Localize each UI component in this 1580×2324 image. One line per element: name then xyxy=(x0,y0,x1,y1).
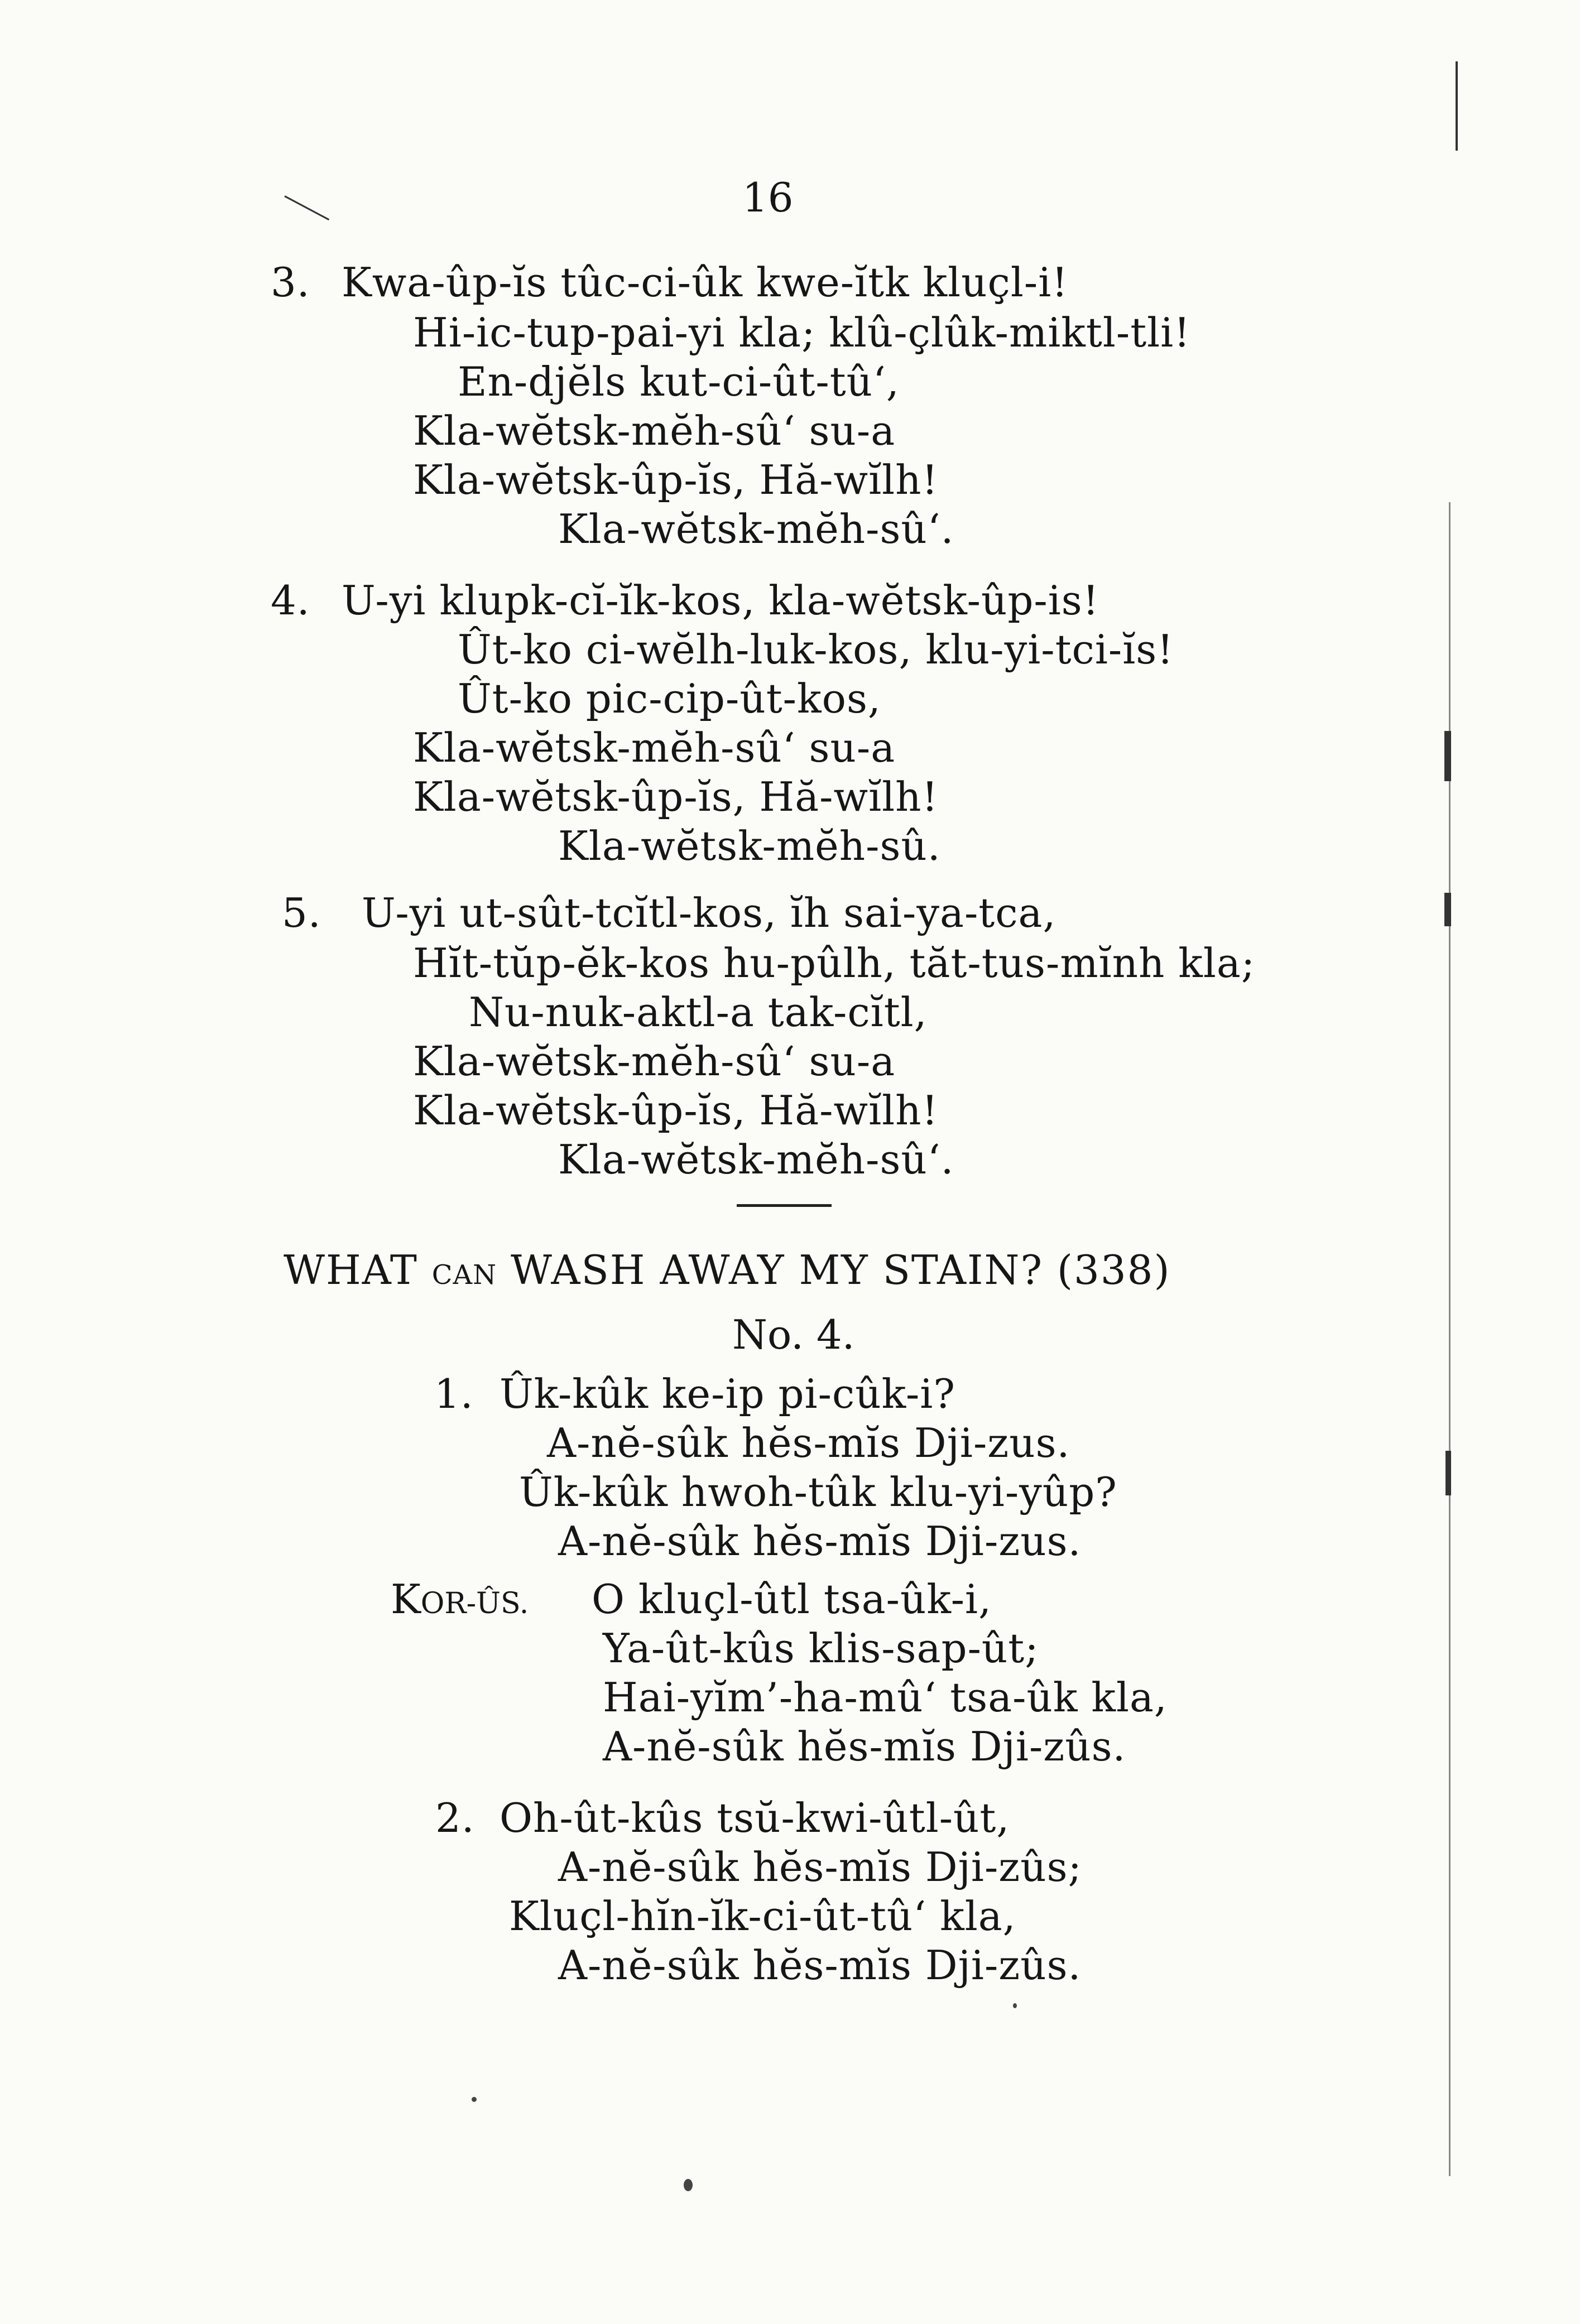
scan-edge-mark xyxy=(1445,1451,1451,1495)
chorus-line: Hai-yĭm’-ha-mû‘ tsa-ûk kla, xyxy=(603,1674,1168,1721)
ink-speck xyxy=(684,2179,693,2191)
chorus-label: KOR-ÛS. xyxy=(391,1576,529,1623)
verse-number: 2. xyxy=(435,1794,475,1841)
verse-line: Kla-wĕtsk-mĕh-sû‘. xyxy=(558,1136,954,1183)
verse-line: Kla-wĕtsk-mĕh-sû‘. xyxy=(558,506,954,552)
verse-line: Hi-ic-tup-pai-yi kla; klû-çlûk-miktl-tli! xyxy=(413,309,1191,356)
verse-number: 3. xyxy=(271,259,310,306)
verse-line: Hĭt-tŭp-ĕk-kos hu-pûlh, tăt-tus-mĭnh kla; xyxy=(413,940,1256,987)
verse-line: Nu-nuk-aktl-a tak-cĭtl, xyxy=(469,989,928,1036)
page-number: 16 xyxy=(742,174,794,221)
chorus-line: O kluçl-ûtl tsa-ûk-i, xyxy=(592,1576,992,1623)
verse-line: U-yi ut-sût-tcĭtl-kos, ĭh sai-ya-tca, xyxy=(362,889,1056,936)
verse-line: Ût-ko pic-cip-ût-kos, xyxy=(458,675,881,722)
verse-line: Kla-wĕtsk-mĕh-sû. xyxy=(558,822,941,869)
hymn-title: WHAT CAN WASH AWAY MY STAIN? (338) xyxy=(284,1247,1171,1293)
verse-line: Kla-wĕtsk-mĕh-sû‘ su-a xyxy=(413,724,896,771)
verse-line: Kla-wĕtsk-ûp-ĭs, Hă-wĭlh! xyxy=(413,456,939,503)
ink-speck xyxy=(472,2097,477,2102)
verse-line: A-nĕ-sûk hĕs-mĭs Dji-zus. xyxy=(547,1420,1070,1466)
verse-line: Kla-wĕtsk-ûp-ĭs, Hă-wĭlh! xyxy=(413,1087,939,1134)
verse-number: 4. xyxy=(271,577,310,624)
scan-edge-mark xyxy=(1444,893,1451,926)
verse-line: Kluçl-hĭn-ĭk-ci-ût-tû‘ kla, xyxy=(509,1893,1016,1940)
scan-edge-mark xyxy=(1444,731,1451,781)
chorus-line: Ya-ût-kûs klis-sap-ût; xyxy=(603,1625,1039,1672)
verse-line: Kla-wĕtsk-mĕh-sû‘ su-a xyxy=(413,1038,896,1085)
verse-line: A-nĕ-sûk hĕs-mĭs Dji-zus. xyxy=(558,1518,1082,1565)
verse-line: U-yi klupk-cĭ-ĭk-kos, kla-wĕtsk-ûp-is! xyxy=(342,577,1099,624)
scan-edge-mark xyxy=(1456,61,1458,151)
section-divider xyxy=(737,1204,832,1207)
hymn-number: No. 4. xyxy=(732,1311,855,1358)
verse-line: A-nĕ-sûk hĕs-mĭs Dji-zûs. xyxy=(558,1942,1082,1989)
verse-number: 1. xyxy=(434,1370,474,1417)
verse-line: En-djĕls kut-ci-ût-tû‘, xyxy=(458,358,900,405)
verse-number: 5. xyxy=(282,889,321,936)
verse-line: Oh-ût-kûs tsŭ-kwi-ûtl-ût, xyxy=(500,1794,1010,1841)
verse-line: Kla-wĕtsk-mĕh-sû‘ su-a xyxy=(413,407,896,454)
verse-line: Ûk-kûk ke-ip pi-cûk-i? xyxy=(500,1370,955,1417)
verse-line: Ûk-kûk hwoh-tûk klu-yi-yûp? xyxy=(519,1469,1117,1515)
verse-line: Kwa-ûp-ĭs tûc-ci-ûk kwe-ĭtk kluçl-i! xyxy=(342,259,1069,306)
verse-line: A-nĕ-sûk hĕs-mĭs Dji-zûs; xyxy=(558,1844,1082,1890)
ink-speck xyxy=(1013,2003,1017,2008)
verse-line: Ût-ko ci-wĕlh-luk-kos, klu-yi-tci-ĭs! xyxy=(458,626,1174,673)
scan-stroke xyxy=(284,195,329,220)
verse-line: Kla-wĕtsk-ûp-ĭs, Hă-wĭlh! xyxy=(413,773,939,820)
chorus-line: A-nĕ-sûk hĕs-mĭs Dji-zûs. xyxy=(603,1723,1126,1770)
